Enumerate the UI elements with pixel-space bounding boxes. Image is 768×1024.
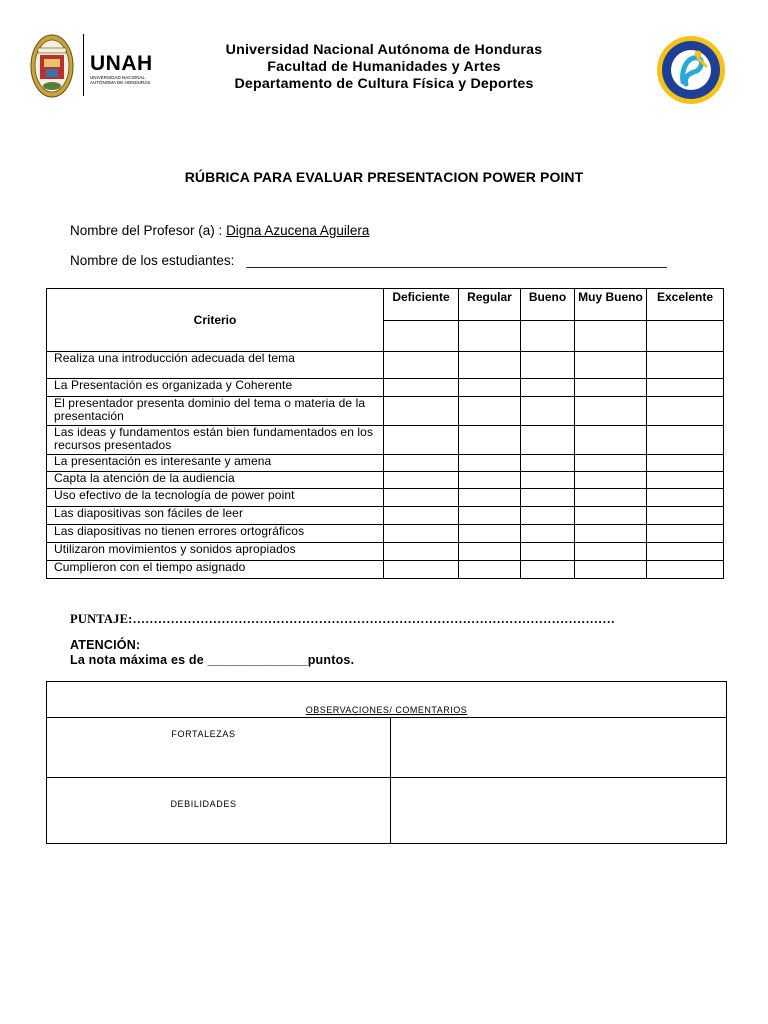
score-cell[interactable] <box>521 426 575 455</box>
score-cell[interactable] <box>647 455 724 472</box>
teacher-name-label: Nombre del Profesor (a) : <box>70 223 227 238</box>
weaknesses-label: DEBILIDADES <box>47 778 391 844</box>
observations-table <box>46 681 727 844</box>
students-name-label: Nombre de los estudiantes: <box>70 253 235 268</box>
score-cell[interactable] <box>384 507 459 525</box>
score-cell[interactable] <box>521 489 575 507</box>
score-cell[interactable] <box>575 397 647 426</box>
score-cell[interactable] <box>459 472 521 489</box>
header-divider <box>83 34 84 96</box>
score-cell[interactable] <box>647 321 724 352</box>
score-cell[interactable] <box>459 561 521 579</box>
score-cell[interactable] <box>647 489 724 507</box>
score-cell[interactable] <box>521 352 575 379</box>
criterion-text: Las ideas y fundamentos están bien fundamentados en los recursos presentados <box>47 426 384 455</box>
score-cell[interactable] <box>575 507 647 525</box>
level-header-regular: Regular <box>459 289 521 321</box>
score-cell[interactable] <box>647 472 724 489</box>
rubric-row <box>47 426 724 455</box>
rubric-row <box>47 543 724 561</box>
score-cell[interactable] <box>384 455 459 472</box>
header-line-university: Universidad Nacional Autónoma de Honduras <box>225 42 543 58</box>
score-cell[interactable] <box>459 352 521 379</box>
score-cell[interactable] <box>384 561 459 579</box>
rubric-row <box>47 397 724 426</box>
criterion-text: Realiza una introducción adecuada del tema <box>47 352 384 379</box>
rubric-row <box>47 472 724 489</box>
score-cell[interactable] <box>647 379 724 397</box>
criterion-text: Utilizaron movimientos y sonidos apropiados <box>47 543 384 561</box>
score-cell[interactable] <box>647 561 724 579</box>
level-header-bueno: Bueno <box>521 289 575 321</box>
score-cell[interactable] <box>459 525 521 543</box>
score-cell[interactable] <box>521 472 575 489</box>
criterion-text: El presentador presenta dominio del tema o materia de la presentación <box>47 397 384 426</box>
physical-education-badge-logo <box>654 34 728 106</box>
level-header-deficiente: Deficiente <box>384 289 459 321</box>
teacher-name-value: Digna Azucena Aguilera <box>226 223 370 238</box>
score-cell[interactable] <box>459 455 521 472</box>
rubric-table <box>46 288 724 579</box>
score-cell[interactable] <box>459 397 521 426</box>
score-cell[interactable] <box>459 507 521 525</box>
score-cell[interactable] <box>521 397 575 426</box>
criterion-text: La Presentación es organizada y Coherente <box>47 379 384 397</box>
score-cell[interactable] <box>521 543 575 561</box>
level-header-muy-bueno: Muy Bueno <box>575 289 647 321</box>
score-cell[interactable] <box>384 379 459 397</box>
score-cell[interactable] <box>459 489 521 507</box>
score-cell[interactable] <box>575 352 647 379</box>
header-line-department: Departamento de Cultura Física y Deportes <box>234 76 534 92</box>
rubric-row <box>47 455 724 472</box>
rubric-row <box>47 379 724 397</box>
score-cell[interactable] <box>647 543 724 561</box>
strengths-field[interactable] <box>391 718 727 778</box>
score-cell[interactable] <box>575 525 647 543</box>
university-seal-logo <box>30 34 74 98</box>
observations-header: OBSERVACIONES/ COMENTARIOS <box>47 682 727 718</box>
level-header-excelente: Excelente <box>647 289 724 321</box>
score-cell[interactable] <box>459 321 521 352</box>
document-title: RÚBRICA PARA EVALUAR PRESENTACION POWER POINT <box>184 169 584 185</box>
criterion-text: Cumplieron con el tiempo asignado <box>47 561 384 579</box>
criterion-text: Las diapositivas son fáciles de leer <box>47 507 384 525</box>
strengths-label: FORTALEZAS <box>47 718 391 778</box>
score-cell[interactable] <box>521 455 575 472</box>
score-cell[interactable] <box>575 379 647 397</box>
score-cell[interactable] <box>647 507 724 525</box>
score-cell[interactable] <box>384 543 459 561</box>
score-cell[interactable] <box>384 352 459 379</box>
criterion-text: Capta la atención de la audiencia <box>47 472 384 489</box>
score-cell[interactable] <box>575 455 647 472</box>
rubric-row <box>47 507 724 525</box>
score-cell[interactable] <box>575 561 647 579</box>
score-cell[interactable] <box>384 525 459 543</box>
score-cell[interactable] <box>521 321 575 352</box>
score-cell[interactable] <box>575 426 647 455</box>
score-cell[interactable] <box>521 507 575 525</box>
rubric-row <box>47 352 724 379</box>
criterion-text: La presentación es interesante y amena <box>47 455 384 472</box>
score-cell[interactable] <box>459 379 521 397</box>
score-cell[interactable] <box>521 561 575 579</box>
score-cell[interactable] <box>647 352 724 379</box>
students-name-row <box>70 253 667 268</box>
rubric-row <box>47 525 724 543</box>
unah-logo-subtext: UNIVERSIDAD NACIONAL AUTÓNOMA DE HONDURAS <box>90 75 151 85</box>
score-cell[interactable] <box>459 426 521 455</box>
score-cell[interactable] <box>521 525 575 543</box>
score-cell[interactable] <box>647 397 724 426</box>
score-cell[interactable] <box>647 525 724 543</box>
score-cell[interactable] <box>575 543 647 561</box>
criterion-column-header: Criterio <box>47 289 384 352</box>
score-cell[interactable] <box>384 472 459 489</box>
attention-text: La nota máxima es de ______________puntos. <box>70 653 355 667</box>
rubric-row <box>47 489 724 507</box>
students-name-blank: ________________________________________________________ <box>246 253 667 268</box>
rubric-row <box>47 561 724 579</box>
score-cell[interactable] <box>384 397 459 426</box>
score-cell[interactable] <box>384 321 459 352</box>
score-cell[interactable] <box>575 489 647 507</box>
criterion-text: Uso efectivo de la tecnología de power point <box>47 489 384 507</box>
criterion-text: Las diapositivas no tienen errores ortográficos <box>47 525 384 543</box>
header-line-faculty: Facultad de Humanidades y Artes <box>267 59 501 75</box>
weaknesses-field[interactable] <box>391 778 727 844</box>
score-cell[interactable] <box>575 472 647 489</box>
unah-logo-text: UNAH <box>90 52 153 75</box>
score-cell[interactable] <box>384 489 459 507</box>
score-cell[interactable] <box>459 543 521 561</box>
score-line: PUNTAJE:…………………………………………………………………………………………………… <box>70 612 616 626</box>
institution-header <box>190 42 578 93</box>
attention-note <box>70 638 354 668</box>
score-cell[interactable] <box>521 379 575 397</box>
attention-title: ATENCIÓN: <box>70 638 141 652</box>
score-cell[interactable] <box>575 321 647 352</box>
score-cell[interactable] <box>647 426 724 455</box>
teacher-name-row <box>70 223 369 238</box>
score-cell[interactable] <box>384 426 459 455</box>
